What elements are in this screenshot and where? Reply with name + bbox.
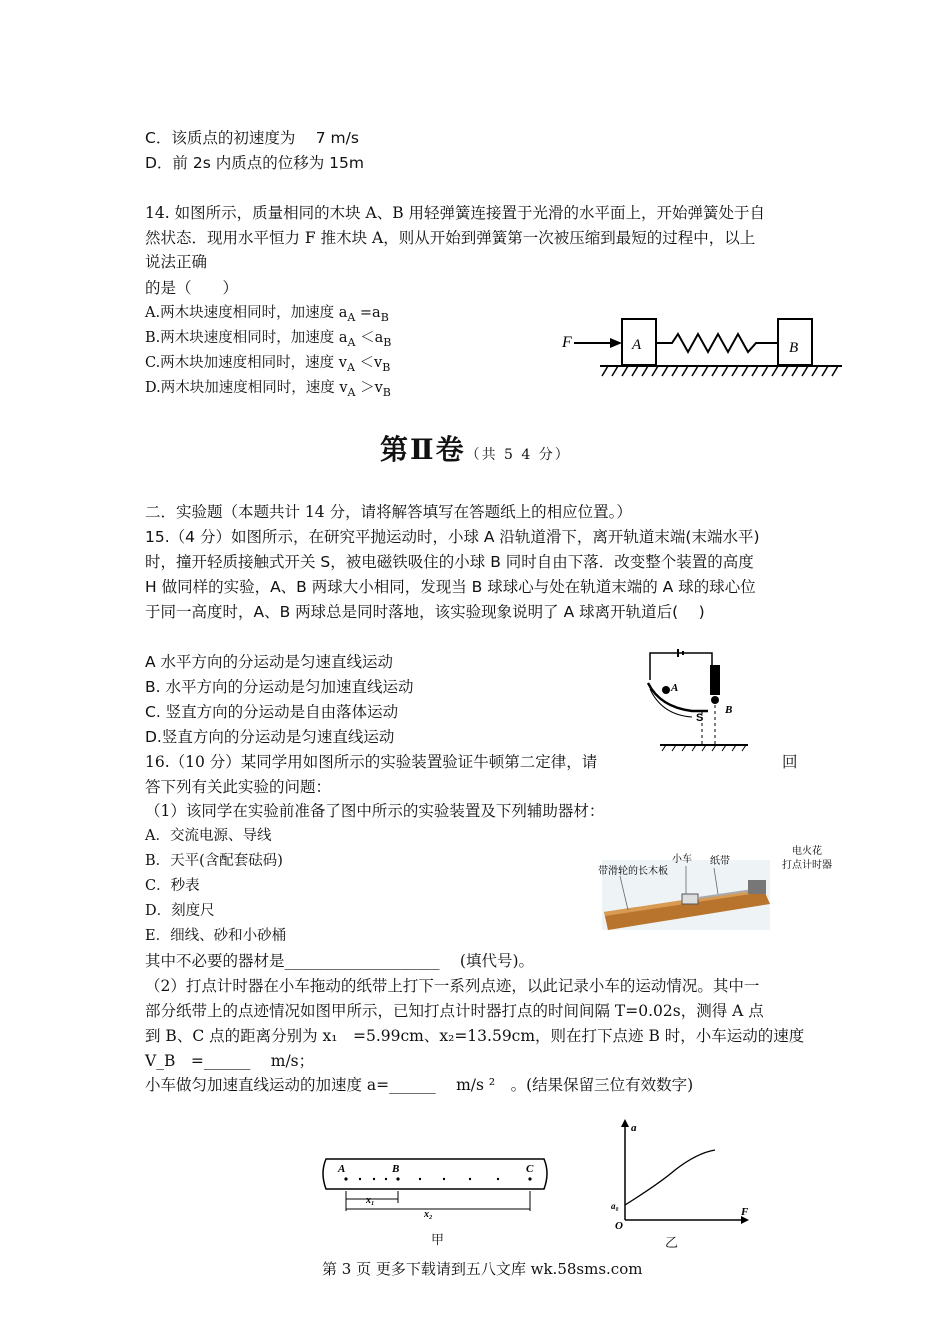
q14-option-d: D.两木块加速度相同时，速度 $v_A >v_B$ <box>145 380 391 399</box>
projectile-figure <box>630 645 760 753</box>
point-c-label: C <box>526 1163 534 1175</box>
a0-label: a₀ <box>611 1201 619 1211</box>
q15-option-c: C. 竖直方向的分运动是自由落体运动 <box>145 703 399 721</box>
ball-b-label: B <box>725 704 733 716</box>
q16-option-a: A．交流电源、导线 <box>145 828 272 844</box>
point-b <box>396 1177 399 1180</box>
q16-option-d: D．刻度尺 <box>145 903 215 919</box>
x1-label: x₁ <box>366 1195 375 1206</box>
q14-line-1: 14. 如图所示，质量相同的木块 A、B 用轻弹簧连接置于光滑的水平面上，开始弹簧处于自 <box>145 204 766 222</box>
spark-timer <box>748 880 766 894</box>
q16-option-b: B．天平(含配套砝码) <box>145 853 283 869</box>
q16-line-1-end: 回 <box>782 753 798 771</box>
q14-line-4: 的是（ ） <box>145 279 239 297</box>
q15-option-d: D.竖直方向的分运动是匀速直线运动 <box>145 728 395 746</box>
point-a <box>344 1177 347 1180</box>
q15-option-a: A 水平方向的分运动是匀速直线运动 <box>145 653 394 671</box>
tape-figure <box>318 1155 550 1227</box>
cart-label: 小车 <box>672 854 692 865</box>
title-main: 第Ⅱ卷 <box>380 433 466 466</box>
tape-label: 纸带 <box>710 856 730 867</box>
q16-part-2-line-3: 到 B、C 点的距离分别为 x₁ =5.99cm、x₂=13.59cm，则在打下点迹 B 时，小车运动的速度 <box>145 1027 805 1045</box>
point-c <box>528 1177 531 1180</box>
spring <box>656 334 778 352</box>
cart <box>682 894 698 904</box>
option-c: C．该质点的初速度为 7 m/s <box>145 129 359 147</box>
ball-a <box>662 686 670 694</box>
spring-figure <box>560 310 845 385</box>
title-score: （共 5 4 分） <box>465 447 571 463</box>
force-label: F <box>562 334 572 351</box>
tape-outline <box>323 1159 547 1189</box>
x2-label: x₂ <box>424 1209 433 1220</box>
q16-part-2-line-1: （2）打点计时器在小车拖动的纸带上打下一系列点迹，以此记录小车的运动情况。其中一 <box>145 977 760 995</box>
section-2-heading: 二．实验题（本题共计 14 分，请将解答填写在答题纸上的相应位置。） <box>145 503 632 521</box>
y-axis-arrow-icon <box>621 1119 629 1127</box>
q16-line-2: 答下列有关此实验的问题： <box>145 778 332 796</box>
q16-line-1: 16.（10 分）某同学用如图所示的实验装置验证牛顿第二定律，请 <box>145 753 598 771</box>
q14-option-a: A.两木块速度相同时，加速度 $a_A =a_B$ <box>145 305 389 324</box>
origin-label: O <box>615 1220 623 1230</box>
point-b-label: B <box>392 1163 400 1175</box>
q16-option-e: E．细线、砂和小砂桶 <box>145 928 287 944</box>
q16-fill-blank: 其中不必要的器材是____________________ (填代号)。 <box>145 952 535 970</box>
q14-option-c: C.两木块加速度相同时，速度 $v_A <v_B$ <box>145 355 391 374</box>
point-a-label: A <box>338 1163 346 1175</box>
ball-a-label: A <box>671 682 679 694</box>
timer-label-2: 打点计时器 <box>782 860 832 871</box>
q14-option-b: B.两木块速度相同时，加速度 $a_A <a_B$ <box>145 330 392 349</box>
q15-line-2: 时，撞开轻质接触式开关 S，被电磁铁吸住的小球 B 同时自由下落．改变整个装置的高度 <box>145 553 754 571</box>
ball-b <box>711 696 719 704</box>
graph-caption: 乙 <box>665 1236 679 1251</box>
tape-caption: 甲 <box>431 1233 445 1248</box>
x-axis-label: F <box>741 1206 749 1218</box>
arrow-head-icon <box>610 338 622 348</box>
circuit-wire <box>650 653 712 680</box>
block-b-label: B <box>789 340 799 356</box>
q16-part-2-line-5: 小车做匀加速直线运动的加速度 a=______ m/s ² 。(结果保留三位有效数字) <box>145 1076 694 1094</box>
page-footer: 第 3 页 更多下载请到五八文库 wk.58sms.com <box>322 1260 643 1278</box>
q15-line-3: H 做同样的实验，A、B 两球大小相同，发现当 B 球球心与处在轨道末端的 A 球的球心位 <box>145 578 756 596</box>
section-title <box>380 428 571 468</box>
ground-hatching <box>602 366 838 376</box>
y-axis-label: a <box>631 1122 637 1134</box>
q16-part-1: （1）该同学在实验前准备了图中所示的实验装置及下列辅助器材： <box>145 802 605 820</box>
q15-line-4: 于同一高度时，A、B 两球总是同时落地，该实验现象说明了 A 球离开轨道后( ) <box>145 603 705 621</box>
timer-label-1: 电火花 <box>792 846 822 857</box>
electromagnet <box>710 665 720 695</box>
q14-line-3: 说法正确 <box>145 253 208 271</box>
q15-option-b: B. 水平方向的分运动是匀加速直线运动 <box>145 678 414 696</box>
switch-label: S <box>696 712 704 724</box>
q15-line-1: 15.（4 分）如图所示，在研究平抛运动时，小球 A 沿轨道滑下，离开轨道末端(末端水平) <box>145 528 760 546</box>
a-f-curve <box>625 1150 715 1205</box>
option-d: D．前 2s 内质点的位移为 15m <box>145 154 364 172</box>
block-a-label: A <box>632 337 642 353</box>
q14-line-2: 然状态．现用水平恒力 F 推木块 A，则从开始到弹簧第一次被压缩到最短的过程中，以上 <box>145 229 756 247</box>
q16-part-2-line-4: V_B =______ m/s； <box>145 1052 315 1070</box>
q16-option-c: C．秒表 <box>145 878 200 894</box>
q16-part-2-line-2: 部分纸带上的点迹情况如图甲所示，已知打点计时器打点的时间间隔 T=0.02s，测得 A 点 <box>145 1002 764 1020</box>
cart-apparatus-figure <box>598 842 838 932</box>
board-label: 带滑轮的长木板 <box>598 866 668 877</box>
a-f-graph <box>605 1115 755 1230</box>
